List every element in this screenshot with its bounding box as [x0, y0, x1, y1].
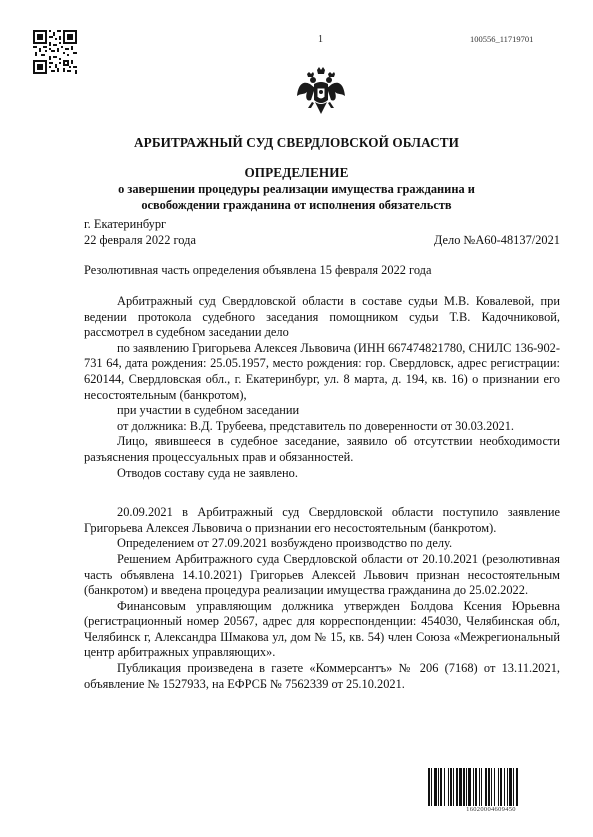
barcode-number: 16020004609450 — [466, 806, 516, 813]
barcode-bar — [466, 768, 467, 806]
barcode-bar — [509, 768, 512, 806]
barcode-bar — [456, 768, 458, 806]
resolution-note: Резолютивная часть определения объявлена 15 февраля 2022 года — [84, 263, 432, 277]
barcode-bar — [440, 768, 442, 806]
barcode-bar — [434, 768, 437, 806]
paragraph: Лицо, явившееся в судебное заседание, заявило об отсутствии необходимости разъяснения процессуальных прав и обязанностей. — [84, 434, 560, 464]
barcode-bar — [431, 768, 432, 806]
paragraph: Определением от 27.09.2021 возбуждено производство по делу. — [117, 536, 453, 551]
qr-code — [33, 30, 77, 74]
barcode-bar — [481, 768, 482, 806]
barcode-bar — [473, 768, 474, 806]
paragraph: Отводов составу суда не заявлено. — [117, 465, 298, 480]
barcode-bar — [516, 768, 518, 806]
paragraph: по заявлению Григорьева Алексея Львовича (ИНН 667474821780, СНИЛС 136-902-731 64, дата рождения: 25.05.1957, место рождения: гор. Свердловск, адрес регистрации: 620144, Свердловская обл., г. Екатеринбург, ул. 8 марта, д. 194, кв. 16) о признании его несостоятельным (банкротом), — [84, 340, 560, 402]
coat-of-arms-emblem — [296, 66, 346, 118]
body-text — [84, 294, 560, 692]
barcode-bar — [479, 768, 480, 806]
paragraph: при участии в судебном заседании — [117, 403, 300, 418]
barcode-bar — [504, 768, 505, 806]
barcode-bar — [463, 768, 465, 806]
paragraph: Арбитражный суд Свердловской области в составе судьи М.В. Ковалевой, при ведении протокола судебного заседания помощником судьи Т.В. Кадочниковой, рассмотрел в судебном заседании дело — [84, 294, 560, 340]
barcode-bar — [485, 768, 487, 806]
paragraph: Публикация произведена в газете «Коммерсантъ» № 206 (7168) от 13.11.2021, объявление № 1527933, на ЕФРСБ № 7562339 от 25.10.2021. — [84, 661, 560, 691]
barcode-bar — [453, 768, 454, 806]
barcode-bar — [444, 768, 445, 806]
barcode-bar — [507, 768, 508, 806]
document-code: 100556_11719701 — [470, 34, 534, 44]
document-subject-line-2: освобождении гражданина от исполнения обязательств — [141, 197, 452, 212]
paragraph: Финансовым управляющим должника утвержден Болдова Ксения Юрьевна (регистрационный номер 20567, адрес для корреспонденции: 454030, Челябинская обл, Челябинск г, Александра Шмакова ул, дом № 15, кв. 54) член Союза «Межрегиональный центр арбитражных управляющих». — [84, 598, 560, 660]
paragraph: Решением Арбитражного суда Свердловской области от 20.10.2021 (резолютивная часть объявлена 14.10.2021) Григорьев Алексей Львович признан несостоятельным (банкротом) и введена процедура реализации имущества гражданина до 25.02.2022. — [84, 551, 560, 598]
barcode-bar — [488, 768, 490, 806]
page-number: 1 — [318, 34, 323, 45]
barcode-bar — [475, 768, 477, 806]
barcode-bar — [500, 768, 502, 806]
document-title: ОПРЕДЕЛЕНИЕ — [244, 165, 349, 180]
barcode-bar — [438, 768, 439, 806]
barcode — [428, 768, 554, 806]
barcode-bar — [494, 768, 495, 806]
barcode-bar — [513, 768, 514, 806]
barcode-bar — [450, 768, 452, 806]
barcode-bar — [468, 768, 471, 806]
case-number: Дело №А60-48137/2021 — [433, 232, 560, 247]
document-subject — [60, 182, 533, 213]
barcode-bar — [491, 768, 492, 806]
paragraph: 20.09.2021 в Арбитражный суд Свердловской области поступило заявление Григорьева Алексея Львовича о признании его несостоятельным (банкротом). — [84, 505, 560, 535]
paragraph: от должника: В.Д. Трубеева, представитель по доверенности от 30.03.2021. — [117, 418, 515, 433]
court-name: АРБИТРАЖНЫЙ СУД СВЕРДЛОВСКОЙ ОБЛАСТИ — [134, 135, 459, 150]
barcode-bar — [498, 768, 499, 806]
barcode-bar — [428, 768, 430, 806]
document-subject-line-1: о завершении процедуры реализации имущества гражданина и — [118, 182, 475, 196]
place-date-block — [84, 217, 560, 248]
decision-date: 22 февраля 2022 года — [84, 232, 196, 247]
barcode-bar — [459, 768, 462, 806]
barcode-bar — [448, 768, 449, 806]
place: г. Екатеринбург — [84, 217, 167, 231]
